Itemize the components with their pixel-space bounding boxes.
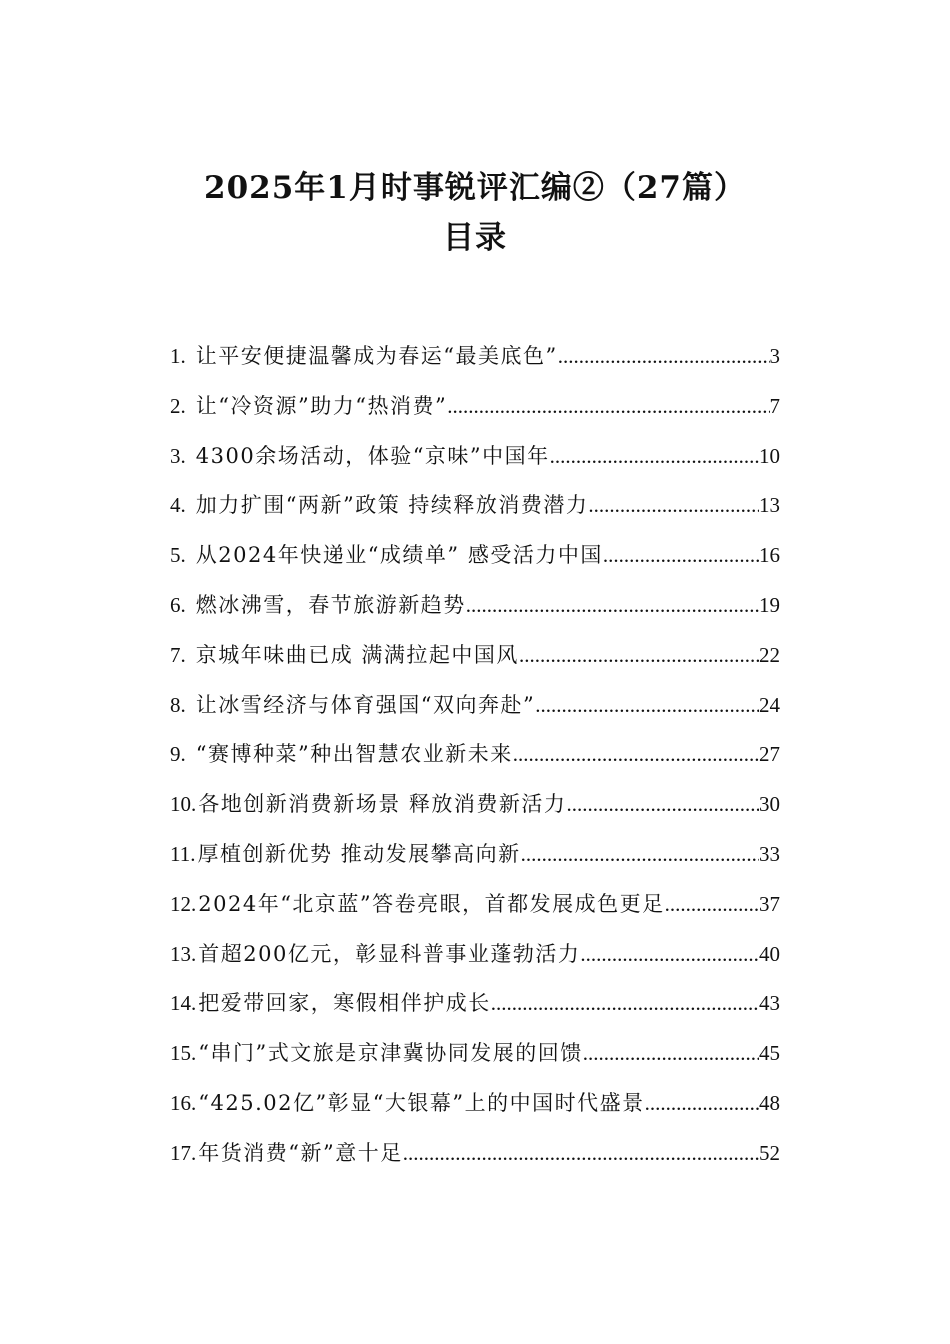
toc-dot-leader (519, 643, 759, 668)
table-of-contents (170, 340, 780, 1187)
toc-entry-number: 6. (170, 592, 186, 617)
toc-entry[interactable] (170, 1087, 780, 1137)
toc-entry-title: 各地创新消费新场景 释放消费新活力 (198, 792, 567, 817)
toc-entry-page-number: 19 (759, 592, 780, 617)
toc-entry[interactable] (170, 689, 780, 739)
toc-entry-title: 从2024年快递业“成绩单” 感受活力中国 (195, 543, 603, 568)
toc-entry[interactable] (170, 390, 780, 440)
toc-entry-title: 加力扩围“两新”政策 持续释放消费潜力 (195, 493, 589, 518)
toc-dot-leader (558, 344, 770, 369)
toc-entry-number: 8. (170, 692, 186, 717)
toc-entry-page-number: 45 (759, 1041, 780, 1066)
toc-dot-leader (603, 543, 759, 568)
toc-entry-page-number: 3 (769, 344, 780, 368)
toc-entry-page-number: 24 (759, 692, 780, 717)
toc-dot-leader (447, 394, 769, 419)
toc-entry-number: 3. (170, 443, 186, 468)
toc-entry-title: 首超200亿元，彰显科普事业蓬勃活力 (198, 941, 581, 966)
toc-entry-number: 17. (170, 1140, 197, 1165)
toc-entry-number: 1. (170, 344, 186, 368)
toc-entry-number: 12. (170, 891, 197, 916)
toc-entry[interactable] (170, 1037, 780, 1087)
toc-entry-title: 年货消费“新”意十足 (198, 1140, 403, 1165)
toc-entry-number: 9. (170, 742, 186, 767)
toc-entry-page-number: 22 (759, 642, 780, 667)
toc-entry-number: 5. (170, 543, 186, 568)
toc-entry[interactable] (170, 788, 780, 838)
toc-entry-number: 2. (170, 393, 186, 418)
toc-entry-title: “串门”式文旅是京津冀协同发展的回馈 (198, 1041, 583, 1066)
toc-entry-page-number: 16 (759, 543, 780, 568)
toc-entry[interactable] (170, 738, 780, 788)
toc-entry[interactable] (170, 440, 780, 490)
toc-entry-page-number: 30 (759, 792, 780, 817)
toc-dot-leader (466, 593, 759, 618)
toc-dot-leader (580, 942, 759, 967)
toc-dot-leader (645, 1091, 759, 1116)
toc-entry-title: 厚植创新优势 推动发展攀高向新 (197, 841, 521, 866)
toc-entry-page-number: 48 (759, 1090, 780, 1115)
toc-entry-page-number: 33 (759, 841, 780, 866)
toc-entry-page-number: 10 (759, 443, 780, 468)
toc-dot-leader (588, 493, 759, 518)
toc-entry[interactable] (170, 539, 780, 589)
toc-entry-number: 7. (170, 642, 186, 667)
toc-dot-leader (521, 842, 759, 867)
toc-dot-leader (513, 742, 759, 767)
toc-entry-number: 4. (170, 493, 186, 518)
toc-entry-number: 15. (170, 1041, 197, 1066)
toc-dot-leader (583, 1041, 759, 1066)
toc-entry[interactable] (170, 639, 780, 689)
toc-entry-title: 4300余场活动，体验“京味”中国年 (195, 443, 550, 468)
toc-entry-page-number: 27 (759, 742, 780, 767)
toc-entry[interactable] (170, 938, 780, 988)
toc-dot-leader (566, 792, 759, 817)
toc-heading: 目录 (443, 220, 507, 256)
toc-entry-title: 把爱带回家，寒假相伴护成长 (198, 991, 491, 1016)
toc-entry-title: 让平安便捷温馨成为春运“最美底色” (195, 344, 558, 368)
toc-dot-leader (491, 991, 759, 1016)
toc-entry[interactable] (170, 1137, 780, 1187)
toc-dot-leader (535, 693, 759, 718)
toc-entry-number: 14. (170, 991, 197, 1016)
toc-dot-leader (665, 892, 759, 917)
toc-entry-number: 13. (170, 941, 197, 966)
toc-entry-page-number: 52 (759, 1140, 780, 1165)
toc-entry-title: “赛博种菜”种出智慧农业新未来 (195, 742, 513, 767)
toc-entry-page-number: 43 (759, 991, 780, 1016)
toc-entry-title: 燃冰沸雪，春节旅游新趋势 (195, 592, 466, 617)
toc-entry[interactable] (170, 489, 780, 539)
toc-entry-number: 10. (170, 792, 197, 817)
toc-entry-page-number: 13 (759, 493, 780, 518)
toc-entry[interactable] (170, 589, 780, 639)
toc-dot-leader (403, 1141, 759, 1166)
toc-entry[interactable] (170, 987, 780, 1037)
toc-entry-page-number: 40 (759, 941, 780, 966)
toc-entry-title: 京城年味曲已成 满满拉起中国风 (195, 642, 519, 667)
toc-entry-number: 11. (170, 841, 196, 866)
toc-entry-page-number: 37 (759, 891, 780, 916)
toc-entry-page-number: 7 (769, 393, 780, 418)
toc-entry-title: 2024年“北京蓝”答卷亮眼，首都发展成色更足 (198, 891, 665, 916)
toc-entry[interactable] (170, 340, 780, 390)
document-title: 2025年1月时事锐评汇编②（27篇） (204, 170, 746, 206)
toc-entry-number: 16. (170, 1090, 197, 1115)
toc-dot-leader (550, 444, 759, 469)
toc-entry-title: 让冰雪经济与体育强国“双向奔赴” (195, 692, 536, 717)
toc-entry-title: “425.02亿”彰显“大银幕”上的中国时代盛景 (198, 1090, 645, 1115)
toc-entry-title: 让“冷资源”助力“热消费” (195, 393, 448, 418)
toc-entry[interactable] (170, 888, 780, 938)
toc-entry[interactable] (170, 838, 780, 888)
